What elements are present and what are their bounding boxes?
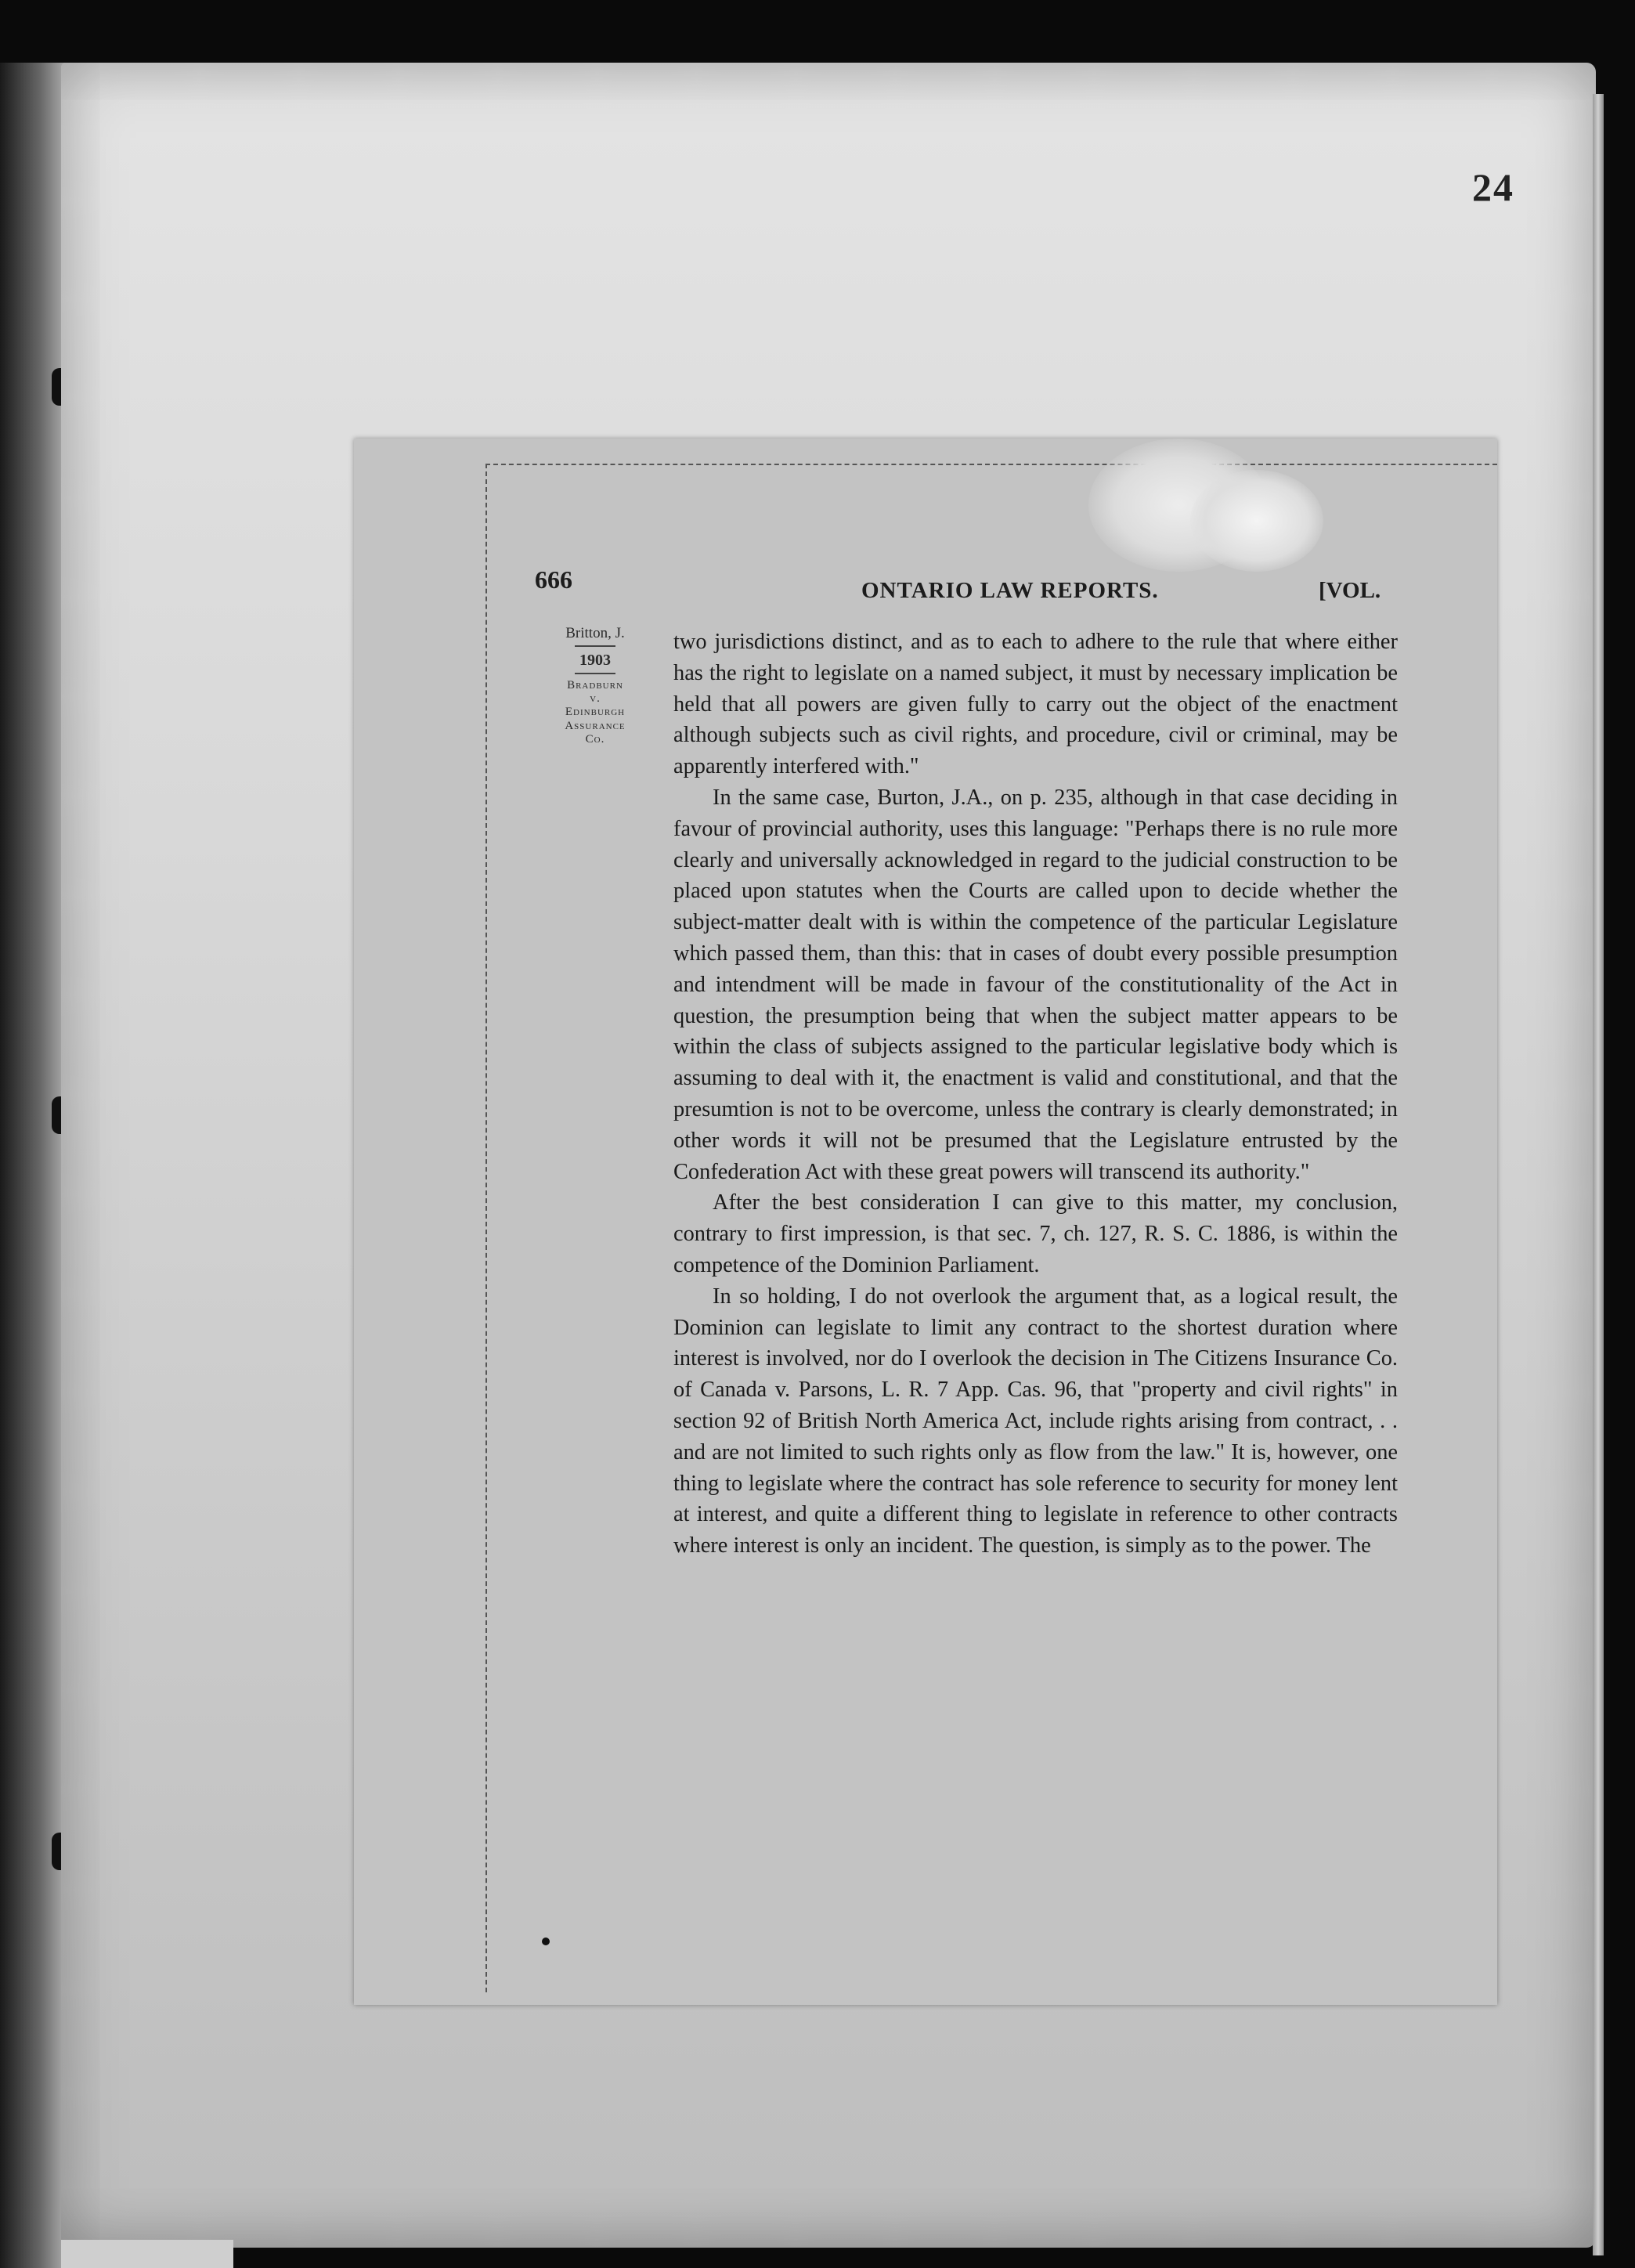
body-paragraph: In so holding, I do not overlook the argument that, as a logical result, the Dominion can legislate to limit any contract to the shortest duration where interest is involved, nor do I overlook the decision in The Citizens Insurance Co. of Canada v. Parsons, L. R. 7 App. Cas. 96, that "property and civil rights" in section 92 of British North America Act, include rights arising from contract, . . and are not limited to such rights only as flow from the law." It is, however, one thing to legislate where the contract has sole reference to security for money lent at interest, and quite a different thing to legislate in reference to other contracts where interest is only an incident. The question, is simply as to the power. The [673, 1284, 1398, 1558]
running-head: ONTARIO LAW REPORTS. [861, 578, 1159, 603]
bottom-label-strip [61, 2240, 233, 2268]
paper-damage-stain [1190, 470, 1323, 572]
body-paragraph: In the same case, Burton, J.A., on p. 235, although in that case deciding in favour of provincial authority, uses this language: "Perhaps there is no rule more clearly and universally acknowledged in regard to the judicial construction to be placed upon statutes when the Courts are called upon to decide whether the subject-matter dealt with is within the competence of the particular Legislature which passed them, than this: that in cases of doubt every possible presumption and intendment will be made in favour of the constitutionality of the Act in question, the presumption being that when the subject matter appears to be within the class of subjects assigned to the particular legislative body which is assuming to deal with it, the enactment is valid and constitutional, and that the presumtion is not to be overcome, unless the contrary is clearly demonstrated; in other words it will not be presumed that the Legislature entrusted by the Confederation Act with these great powers will transcend its authority." [673, 785, 1398, 1184]
marginal-year: 1903 [579, 651, 611, 669]
marginal-rule [575, 673, 615, 674]
folio-number: 24 [1472, 165, 1514, 209]
marginal-judge: Britton, J. [565, 625, 625, 641]
marginal-note [532, 625, 658, 746]
body-paragraph: two jurisdictions distinct, and as to each to adhere to the rule that where either has the right to legislate on a named subject, it must by necessary implication be held that all powers are given fully to carry out the object of the enactment although subjects such as civil rights, and procedure, civil or criminal, may be apparently interfered with." [673, 630, 1398, 779]
body-paragraph: After the best consideration I can give to this matter, my conclusion, contrary to first impression, is that sec. 7, ch. 127, R. S. C. 1886, is within the competence of the Dominion Parliament. [673, 1190, 1398, 1277]
marginal-case-line: Edinburgh [565, 706, 626, 719]
marginal-case-line: Co. [585, 732, 605, 746]
clipping-page-number: 666 [535, 565, 572, 594]
marginal-case-line: Bradburn [567, 678, 623, 692]
clipping-body-text [673, 627, 1398, 1562]
page-edge [1593, 94, 1604, 2255]
marginal-case-line: Assurance [565, 719, 626, 732]
volume-marker: [VOL. [1319, 578, 1381, 603]
marginal-rule [575, 645, 615, 647]
ink-dot [542, 1938, 550, 1945]
marginal-case-line: v. [590, 692, 601, 706]
